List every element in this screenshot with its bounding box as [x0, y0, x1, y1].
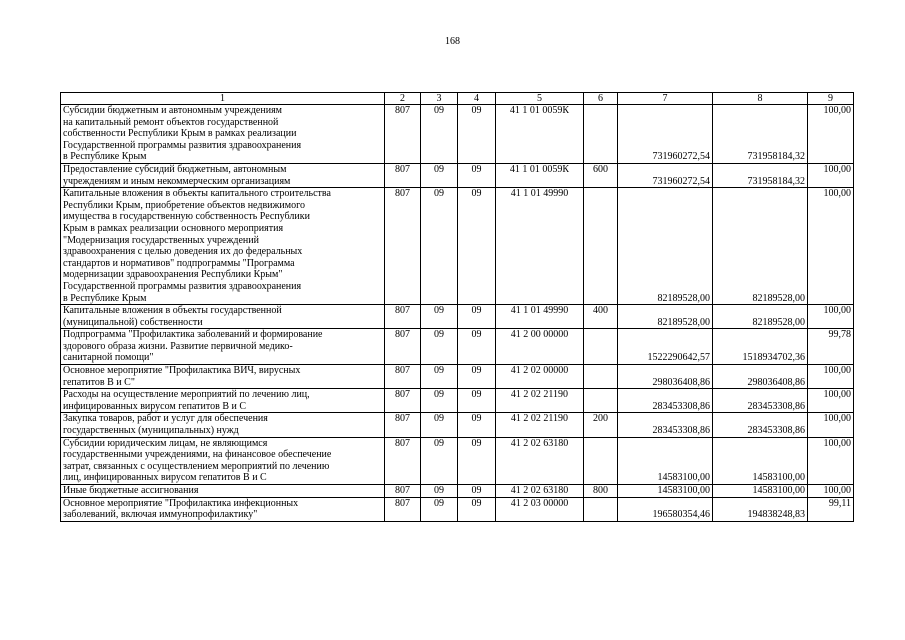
ministry-code: 807	[385, 329, 421, 365]
header-cell: 6	[584, 93, 618, 105]
expense-type-code: 200	[584, 413, 618, 437]
section-code: 09	[421, 305, 458, 329]
subsection-code: 09	[458, 163, 496, 187]
header-cell: 1	[61, 93, 385, 105]
table-row	[61, 163, 854, 187]
ministry-code: 807	[385, 188, 421, 305]
row-description: Иные бюджетные ассигнования	[61, 485, 385, 498]
table-row	[61, 329, 854, 365]
row-description: Закупка товаров, работ и услуг для обеспечения государственных (муниципальных) нужд	[61, 413, 385, 437]
subsection-code: 09	[458, 497, 496, 521]
table-row	[61, 305, 854, 329]
executed-amount: 14583100,00	[713, 485, 808, 498]
page-number: 168	[445, 36, 460, 47]
ministry-code: 807	[385, 105, 421, 164]
section-code: 09	[421, 485, 458, 498]
target-article-code: 41 2 02 63180	[496, 485, 584, 498]
ministry-code: 807	[385, 437, 421, 484]
executed-amount: 14583100,00	[713, 437, 808, 484]
execution-percent: 100,00	[808, 413, 854, 437]
ministry-code: 807	[385, 365, 421, 389]
table-row	[61, 437, 854, 484]
executed-amount: 731958184,32	[713, 163, 808, 187]
subsection-code: 09	[458, 305, 496, 329]
row-description: Субсидии бюджетным и автономным учреждениям на капитальный ремонт объектов государственной собственности Республики Крым в рамках реализации Государственной программы развития здравоохранения в Республике Крым	[61, 105, 385, 164]
executed-amount: 731958184,32	[713, 105, 808, 164]
target-article-code: 41 1 01 0059К	[496, 105, 584, 164]
header-row	[61, 93, 854, 105]
execution-percent: 99,78	[808, 329, 854, 365]
expense-type-code: 800	[584, 485, 618, 498]
expense-type-code: 600	[584, 163, 618, 187]
header-cell: 9	[808, 93, 854, 105]
planned-amount: 283453308,86	[618, 389, 713, 413]
expense-type-code	[584, 389, 618, 413]
execution-percent: 100,00	[808, 437, 854, 484]
section-code: 09	[421, 365, 458, 389]
row-description: Субсидии юридическим лицам, не являющимся государственными учреждениями, на финансовое обеспечение затрат, связанных с осуществлением мероприятий по лечению лиц, инфицированных вирусом гепатитов B и C	[61, 437, 385, 484]
execution-percent: 100,00	[808, 305, 854, 329]
subsection-code: 09	[458, 365, 496, 389]
target-article-code: 41 2 02 21190	[496, 413, 584, 437]
table-row	[61, 365, 854, 389]
target-article-code: 41 2 02 63180	[496, 437, 584, 484]
table-row	[61, 389, 854, 413]
target-article-code: 41 1 01 49990	[496, 188, 584, 305]
planned-amount: 14583100,00	[618, 485, 713, 498]
expense-type-code	[584, 105, 618, 164]
row-description: Основное мероприятие "Профилактика инфекционных заболеваний, включая иммунопрофилактику"	[61, 497, 385, 521]
section-code: 09	[421, 497, 458, 521]
section-code: 09	[421, 389, 458, 413]
execution-percent: 100,00	[808, 188, 854, 305]
header-cell: 2	[385, 93, 421, 105]
planned-amount: 1522290642,57	[618, 329, 713, 365]
row-description: Подпрограмма "Профилактика заболеваний и формирование здорового образа жизни. Развитие первичной медико- санитарной помощи"	[61, 329, 385, 365]
planned-amount: 196580354,46	[618, 497, 713, 521]
planned-amount: 283453308,86	[618, 413, 713, 437]
ministry-code: 807	[385, 497, 421, 521]
row-description: Расходы на осуществление мероприятий по лечению лиц, инфицированных вирусом гепатитов B и C	[61, 389, 385, 413]
header-cell: 4	[458, 93, 496, 105]
execution-percent: 100,00	[808, 365, 854, 389]
header-cell: 3	[421, 93, 458, 105]
row-description: Основное мероприятие "Профилактика ВИЧ, вирусных гепатитов B и C"	[61, 365, 385, 389]
expense-type-code: 400	[584, 305, 618, 329]
ministry-code: 807	[385, 413, 421, 437]
subsection-code: 09	[458, 105, 496, 164]
section-code: 09	[421, 163, 458, 187]
planned-amount: 82189528,00	[618, 305, 713, 329]
header-cell: 8	[713, 93, 808, 105]
planned-amount: 731960272,54	[618, 163, 713, 187]
executed-amount: 1518934702,36	[713, 329, 808, 365]
target-article-code: 41 2 00 00000	[496, 329, 584, 365]
ministry-code: 807	[385, 485, 421, 498]
execution-percent: 100,00	[808, 105, 854, 164]
planned-amount: 298036408,86	[618, 365, 713, 389]
row-description: Капитальные вложения в объекты капитального строительства Республики Крым, приобретение объектов недвижимого имущества в государственную собственность Республики Крым в рамках реализации основного мероприятия "Модернизация государственных учреждений здравоохранения с целью доведения их до федеральных стандартов и нормативов" подпрограммы "Программа модернизации здравоохранения Республики Крым" Государственной программы развития здравоохранения в Республике Крым	[61, 188, 385, 305]
table-row	[61, 188, 854, 305]
subsection-code: 09	[458, 485, 496, 498]
section-code: 09	[421, 437, 458, 484]
execution-percent: 100,00	[808, 389, 854, 413]
execution-percent: 100,00	[808, 163, 854, 187]
target-article-code: 41 2 02 00000	[496, 365, 584, 389]
subsection-code: 09	[458, 329, 496, 365]
subsection-code: 09	[458, 389, 496, 413]
target-article-code: 41 2 02 21190	[496, 389, 584, 413]
header-cell: 5	[496, 93, 584, 105]
table-row	[61, 413, 854, 437]
expense-type-code	[584, 365, 618, 389]
expense-type-code	[584, 329, 618, 365]
table-row	[61, 497, 854, 521]
target-article-code: 41 1 01 0059К	[496, 163, 584, 187]
budget-table	[60, 92, 854, 522]
executed-amount: 283453308,86	[713, 389, 808, 413]
executed-amount: 194838248,83	[713, 497, 808, 521]
execution-percent: 100,00	[808, 485, 854, 498]
subsection-code: 09	[458, 413, 496, 437]
executed-amount: 82189528,00	[713, 305, 808, 329]
execution-percent: 99,11	[808, 497, 854, 521]
executed-amount: 82189528,00	[713, 188, 808, 305]
planned-amount: 82189528,00	[618, 188, 713, 305]
target-article-code: 41 1 01 49990	[496, 305, 584, 329]
subsection-code: 09	[458, 437, 496, 484]
executed-amount: 298036408,86	[713, 365, 808, 389]
planned-amount: 731960272,54	[618, 105, 713, 164]
target-article-code: 41 2 03 00000	[496, 497, 584, 521]
ministry-code: 807	[385, 305, 421, 329]
header-cell: 7	[618, 93, 713, 105]
section-code: 09	[421, 188, 458, 305]
expense-type-code	[584, 437, 618, 484]
section-code: 09	[421, 329, 458, 365]
expense-type-code	[584, 497, 618, 521]
row-description: Предоставление субсидий бюджетным, автономным учреждениям и иным некоммерческим организациям	[61, 163, 385, 187]
subsection-code: 09	[458, 188, 496, 305]
table-row	[61, 105, 854, 164]
ministry-code: 807	[385, 163, 421, 187]
ministry-code: 807	[385, 389, 421, 413]
row-description: Капитальные вложения в объекты государственной (муниципальной) собственности	[61, 305, 385, 329]
planned-amount: 14583100,00	[618, 437, 713, 484]
section-code: 09	[421, 413, 458, 437]
table-row	[61, 485, 854, 498]
section-code: 09	[421, 105, 458, 164]
expense-type-code	[584, 188, 618, 305]
executed-amount: 283453308,86	[713, 413, 808, 437]
